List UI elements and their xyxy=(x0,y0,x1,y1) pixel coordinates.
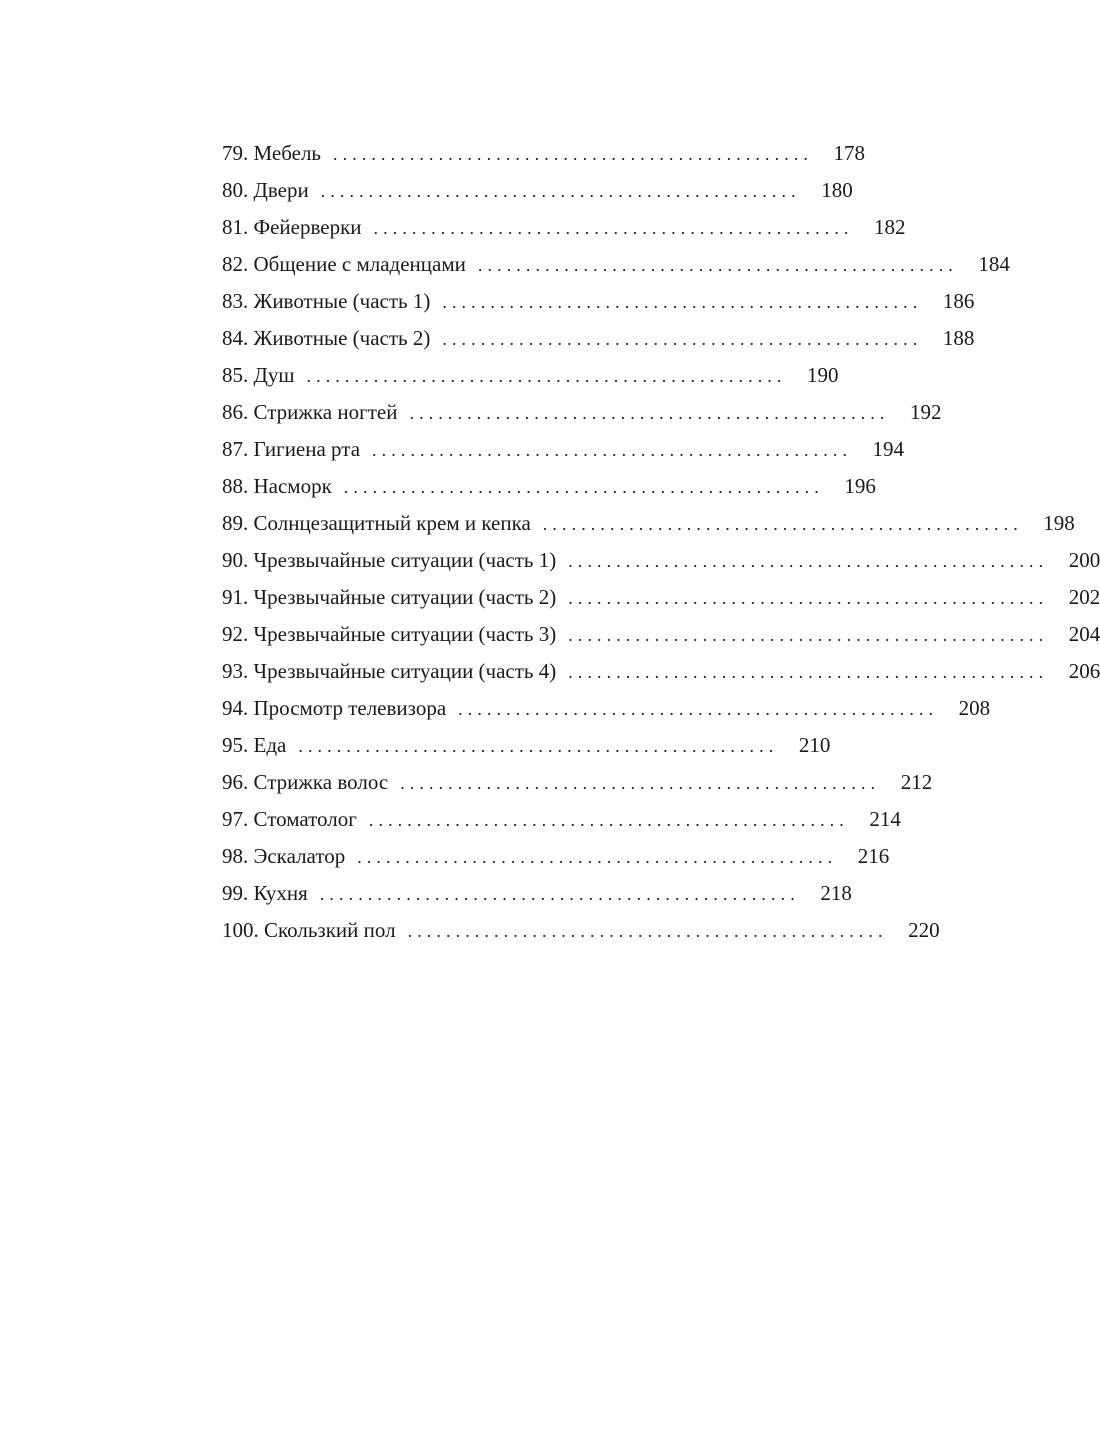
toc-entry-title: 85. Душ xyxy=(222,363,295,387)
toc-entry-page: 218 xyxy=(820,881,852,905)
dot-leader: .................................................. xyxy=(568,662,1049,682)
toc-entry-page: 214 xyxy=(869,807,901,831)
toc-entry xyxy=(222,357,839,394)
toc-entry-title: 89. Солнцезащитный крем и кепка xyxy=(222,511,531,535)
dot-leader: .................................................. xyxy=(458,699,939,719)
toc-entry-title: 81. Фейерверки xyxy=(222,215,362,239)
toc-entry xyxy=(222,838,890,875)
dot-leader: .................................................. xyxy=(409,403,890,423)
dot-leader: .................................................. xyxy=(568,625,1049,645)
toc-entry-page: 208 xyxy=(958,696,991,720)
toc-entry-title: 93. Чрезвычайные ситуации (часть 4) xyxy=(222,659,557,683)
toc-entry-title: 100. Скользкий пол xyxy=(222,918,396,942)
toc-entry-title: 96. Стрижка волос xyxy=(222,770,389,794)
dot-leader: .................................................. xyxy=(542,514,1023,534)
dot-leader: .................................................. xyxy=(373,218,854,238)
dot-leader: .................................................. xyxy=(407,921,888,941)
toc-entry-page: 182 xyxy=(874,215,906,239)
toc-entry xyxy=(222,801,901,838)
toc-entry-page: 186 xyxy=(942,289,975,313)
toc-entry-title: 84. Животные (часть 2) xyxy=(222,326,431,350)
toc-entry-title: 94. Просмотр телевизора xyxy=(222,696,447,720)
toc-entry xyxy=(222,764,933,801)
dot-leader: .................................................. xyxy=(477,255,958,275)
toc-entry-page: 192 xyxy=(909,400,942,424)
dot-leader: .................................................. xyxy=(333,144,814,164)
toc-entry xyxy=(222,320,975,357)
toc-entry-page: 198 xyxy=(1043,511,1075,535)
toc-entry-title: 95. Еда xyxy=(222,733,287,757)
toc-entry-title: 90. Чрезвычайные ситуации (часть 1) xyxy=(222,548,557,572)
toc-entry xyxy=(222,394,942,431)
toc-entry xyxy=(222,246,1010,283)
toc-entry xyxy=(222,468,876,505)
toc-entry-page: 212 xyxy=(900,770,933,794)
toc-entry xyxy=(222,542,1100,579)
dot-leader: .................................................. xyxy=(343,477,824,497)
toc-entry-page: 196 xyxy=(844,474,876,498)
toc-entry-page: 204 xyxy=(1068,622,1100,646)
toc-entry-page: 202 xyxy=(1068,585,1100,609)
toc-entry-page: 216 xyxy=(857,844,890,868)
dot-leader: .................................................. xyxy=(442,329,923,349)
toc-entry xyxy=(222,283,975,320)
toc-entry xyxy=(222,653,1100,690)
dot-leader: .................................................. xyxy=(568,551,1049,571)
toc-entry xyxy=(222,875,852,912)
toc-entry-title: 86. Стрижка ногтей xyxy=(222,400,398,424)
toc-entry xyxy=(222,209,906,246)
toc-entry xyxy=(222,616,1100,653)
dot-leader: .................................................. xyxy=(442,292,923,312)
toc-entry-title: 98. Эскалатор xyxy=(222,844,346,868)
toc-entry-title: 99. Кухня xyxy=(222,881,308,905)
toc-entry-page: 188 xyxy=(942,326,975,350)
toc-entry xyxy=(222,431,905,468)
toc-entry-page: 220 xyxy=(908,918,940,942)
toc-entry-page: 206 xyxy=(1068,659,1100,683)
dot-leader: .................................................. xyxy=(568,588,1049,608)
toc-entry-page: 180 xyxy=(821,178,853,202)
dot-leader: .................................................. xyxy=(372,440,853,460)
toc-entry-title: 91. Чрезвычайные ситуации (часть 2) xyxy=(222,585,557,609)
dot-leader: .................................................. xyxy=(319,884,800,904)
toc-entry-page: 194 xyxy=(872,437,905,461)
toc-entry-page: 190 xyxy=(807,363,839,387)
toc-entry-title: 79. Мебель xyxy=(222,141,322,165)
toc-entry xyxy=(222,579,1100,616)
toc-entry-title: 88. Насморк xyxy=(222,474,332,498)
toc-entry xyxy=(222,690,991,727)
toc-entry xyxy=(222,727,831,764)
toc-entry-title: 83. Животные (часть 1) xyxy=(222,289,431,313)
toc-entry-title: 92. Чрезвычайные ситуации (часть 3) xyxy=(222,622,557,646)
toc-entry xyxy=(222,505,1075,542)
toc-entry-title: 82. Общение с младенцами xyxy=(222,252,466,276)
toc-entry-title: 80. Двери xyxy=(222,178,309,202)
toc-entry-page: 178 xyxy=(833,141,866,165)
toc-entry-title: 97. Стоматолог xyxy=(222,807,357,831)
toc-entry xyxy=(222,912,940,949)
toc-entry-page: 210 xyxy=(798,733,831,757)
dot-leader: .................................................. xyxy=(357,847,838,867)
dot-leader: .................................................. xyxy=(320,181,801,201)
dot-leader: .................................................. xyxy=(368,810,849,830)
dot-leader: .................................................. xyxy=(306,366,787,386)
toc-entry-page: 200 xyxy=(1068,548,1100,572)
dot-leader: .................................................. xyxy=(298,736,779,756)
table-of-contents xyxy=(222,135,1100,949)
toc-entry-title: 87. Гигиена рта xyxy=(222,437,361,461)
toc-entry-page: 184 xyxy=(978,252,1010,276)
toc-entry xyxy=(222,135,866,172)
toc-entry xyxy=(222,172,853,209)
dot-leader: .................................................. xyxy=(400,773,881,793)
